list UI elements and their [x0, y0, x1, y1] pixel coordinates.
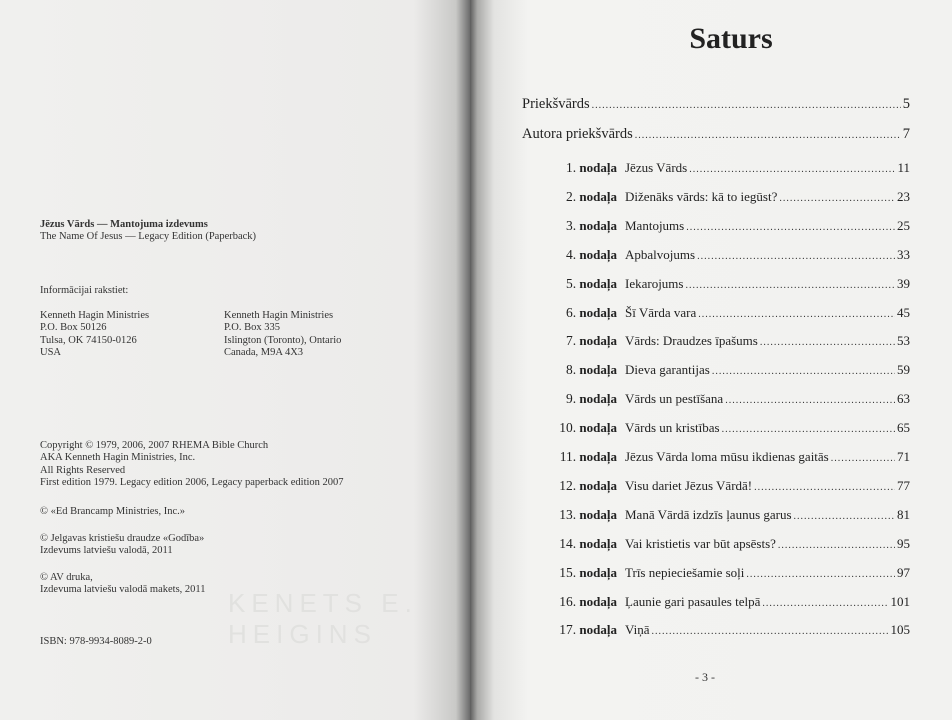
toc-page-number: 97 [897, 564, 910, 580]
credit-line: Izdevuma latviešu valodā makets, 2011 [40, 584, 206, 596]
address-line: P.O. Box 50126 [40, 322, 107, 334]
chapter-word: nodaļa [579, 160, 617, 175]
leader-dots [686, 222, 895, 233]
toc-entry-foreword[interactable] [522, 96, 910, 113]
address-line: Islington (Toronto), Ontario [224, 334, 342, 346]
leader-dots [779, 193, 895, 204]
leader-dots [762, 598, 888, 609]
address-us [40, 310, 149, 360]
chapter-word: nodaļa [579, 275, 617, 291]
chapter-number [522, 247, 617, 263]
toc-chapter-row[interactable] [522, 391, 910, 407]
chapter-num: 7. [566, 333, 577, 349]
address-line: Tulsa, OK 74150-0126 [40, 334, 137, 346]
toc-page-number: 53 [897, 333, 910, 349]
chapter-word: nodaļa [579, 506, 617, 522]
toc-chapter-row[interactable] [522, 218, 910, 234]
chapter-title: Manā Vārdā izdzīs ļaunus garus [625, 506, 792, 522]
chapter-num: 10. [559, 420, 577, 436]
chapter-title: Vārds un pestīšana [625, 391, 724, 407]
toc-chapter-row[interactable] [522, 622, 910, 638]
toc-entry-author-foreword[interactable] [522, 126, 910, 143]
chapter-num: 16. [559, 593, 577, 609]
toc-page-number: 59 [897, 362, 910, 378]
toc-page-number: 77 [897, 477, 910, 493]
toc-chapter-row[interactable] [522, 565, 910, 581]
toc-page-number: 7 [902, 126, 910, 142]
address-line: P.O. Box 335 [224, 322, 281, 334]
chapter-number [522, 362, 617, 378]
credit-line: © «Ed Brancamp Ministries, Inc.» [40, 506, 186, 517]
chapter-title: Trīs nepieciešamie soļi [625, 564, 745, 580]
toc-chapter-row[interactable] [522, 333, 910, 349]
toc-page-number: 23 [897, 188, 910, 204]
credit-block-1 [40, 506, 185, 518]
toc-page-number: 63 [897, 391, 910, 407]
leader-dots [722, 424, 895, 435]
original-title: The Name Of Jesus — Legacy Edition (Paperback) [40, 231, 257, 243]
leader-dots [592, 100, 901, 111]
chapter-word: nodaļa [579, 217, 617, 233]
chapter-num: 13. [559, 506, 577, 522]
chapter-num: 4. [566, 246, 577, 262]
toc-page-number: 71 [897, 449, 910, 464]
chapter-title: Jēzus Vārds [625, 160, 688, 175]
chapter-num: 15. [559, 564, 577, 580]
chapter-number [522, 276, 617, 292]
copyright-page [0, 0, 470, 720]
address-line: Kenneth Hagin Ministries [224, 310, 334, 321]
copyright-line: All Rights Reserved [40, 464, 126, 476]
chapter-word: nodaļa [579, 333, 617, 349]
chapter-number [522, 189, 617, 205]
toc-page-number: 105 [890, 622, 910, 638]
chapter-num: 12. [559, 477, 577, 493]
leader-dots [778, 540, 895, 551]
chapter-num: 17. [559, 622, 577, 638]
address-canada [224, 310, 341, 360]
copyright-block [40, 440, 344, 490]
toc-chapter-row[interactable] [522, 247, 910, 263]
contents-page [470, 0, 952, 720]
chapter-number [522, 507, 617, 523]
leader-dots [725, 395, 895, 406]
chapter-num: 1. [566, 160, 577, 175]
book-title-block [40, 219, 256, 244]
chapter-word: nodaļa [579, 420, 617, 436]
leader-dots [831, 453, 895, 464]
toc-chapter-row[interactable] [522, 305, 910, 321]
chapter-number [522, 449, 617, 465]
chapter-title: Visu dariet Jēzus Vārdā! [625, 477, 753, 493]
chapter-number [522, 160, 617, 176]
chapter-number [522, 478, 617, 494]
chapter-word: nodaļa [579, 477, 617, 493]
chapter-number [522, 622, 617, 638]
chapter-title: Dieva garantijas [625, 362, 710, 378]
toc-page-number: 81 [897, 506, 910, 522]
address-line: Canada, M9A 4X3 [224, 347, 304, 359]
toc-page-number: 39 [897, 275, 910, 291]
page-number: - 3 - [695, 670, 715, 684]
toc-chapter-row[interactable] [522, 449, 910, 465]
toc-page-number: 65 [897, 420, 910, 436]
chapter-num: 14. [559, 535, 577, 551]
toc-chapter-row[interactable] [522, 420, 910, 436]
toc-chapter-row[interactable] [522, 536, 910, 552]
book-title: Jēzus Vārds — Mantojuma izdevums [40, 219, 208, 230]
credit-line: © AV druka, [40, 572, 93, 583]
chapter-word: nodaļa [579, 564, 617, 580]
chapter-num: 11. [559, 449, 577, 464]
chapter-title: Mantojums [625, 217, 685, 233]
toc-page-number: 95 [897, 535, 910, 551]
leader-dots [698, 309, 895, 320]
credit-block-3 [40, 572, 206, 597]
leader-dots [746, 569, 895, 580]
chapter-number [522, 536, 617, 552]
chapter-title: Ļaunie gari pasaules telpā [625, 593, 761, 609]
address-line: USA [40, 347, 62, 359]
chapter-number [522, 594, 617, 610]
toc-entry-label: Autora priekšvārds [522, 126, 633, 142]
toc-page-number: 11 [897, 160, 910, 175]
chapter-num: 2. [566, 188, 577, 204]
chapter-title: Vai kristietis var būt apsēsts? [625, 535, 776, 551]
leader-dots [794, 511, 895, 522]
toc-page-number: 45 [897, 304, 910, 320]
toc-page-number: 101 [890, 593, 910, 609]
credit-block-2 [40, 533, 204, 558]
chapter-num: 5. [566, 275, 577, 291]
copyright-line: First edition 1979. Legacy edition 2006, Legacy paperback edition 2007 [40, 477, 344, 489]
chapter-num: 3. [566, 217, 577, 233]
isbn: ISBN: 978-9934-8089-2-0 [40, 636, 152, 647]
info-label: Informācijai rakstiet: [40, 285, 129, 296]
chapter-number [522, 218, 617, 234]
chapter-title: Jēzus Vārda loma mūsu ikdienas gaitās [625, 449, 829, 464]
toc-chapter-row[interactable] [522, 189, 910, 205]
chapter-word: nodaļa [579, 304, 617, 320]
toc-page-number: 25 [897, 217, 910, 233]
credit-line: © Jelgavas kristiešu draudze «Godība» [40, 533, 205, 544]
toc-chapter-row[interactable] [522, 160, 910, 176]
chapter-title: Diženāks vārds: kā to iegūst? [625, 188, 778, 204]
leader-dots [635, 130, 901, 141]
leader-dots [689, 164, 895, 175]
leader-dots [760, 337, 895, 348]
chapter-number [522, 565, 617, 581]
toc-chapter-row[interactable] [522, 507, 910, 523]
chapter-number [522, 420, 617, 436]
toc-entry-label: Priekšvārds [522, 96, 590, 112]
copyright-line: AKA Kenneth Hagin Ministries, Inc. [40, 452, 196, 464]
page-title: Saturs [689, 22, 773, 55]
chapter-num: 8. [566, 362, 577, 378]
toc-chapter-row[interactable] [522, 276, 910, 292]
leader-dots [697, 251, 895, 262]
toc-chapter-row[interactable] [522, 478, 910, 494]
leader-dots [685, 280, 895, 291]
toc-chapter-row[interactable] [522, 594, 910, 610]
chapter-title: Viņā [625, 622, 650, 638]
credit-line: Izdevums latviešu valodā, 2011 [40, 545, 173, 557]
toc-page-number: 33 [897, 246, 910, 262]
chapter-number [522, 305, 617, 321]
chapter-word: nodaļa [579, 391, 617, 407]
chapter-title: Šī Vārda vara [625, 304, 697, 320]
chapter-number [522, 391, 617, 407]
chapter-number [522, 333, 617, 349]
chapter-word: nodaļa [579, 535, 617, 551]
chapter-num: 6. [566, 304, 577, 320]
chapter-title: Apbalvojums [625, 246, 696, 262]
chapter-word: nodaļa [579, 188, 617, 204]
chapter-title: Iekarojums [625, 275, 684, 291]
toc-chapter-row[interactable] [522, 362, 910, 378]
bleed-through-text: KENETS E. HEIGINS [228, 588, 418, 649]
chapter-title: Vārds un kristības [625, 420, 720, 436]
chapter-word: nodaļa [579, 622, 617, 638]
chapter-word: nodaļa [579, 246, 617, 262]
leader-dots [652, 626, 889, 637]
leader-dots [712, 366, 895, 377]
leader-dots [754, 482, 895, 493]
chapter-word: nodaļa [579, 362, 617, 378]
toc-page-number: 5 [902, 96, 910, 112]
address-line: Kenneth Hagin Ministries [40, 310, 150, 321]
copyright-line: Copyright © 1979, 2006, 2007 RHEMA Bible Church [40, 440, 269, 451]
chapter-word: nodaļa [579, 593, 617, 609]
chapter-word: nodaļa [579, 449, 617, 464]
chapter-num: 9. [566, 391, 577, 407]
chapter-title: Vārds: Draudzes īpašums [625, 333, 758, 349]
